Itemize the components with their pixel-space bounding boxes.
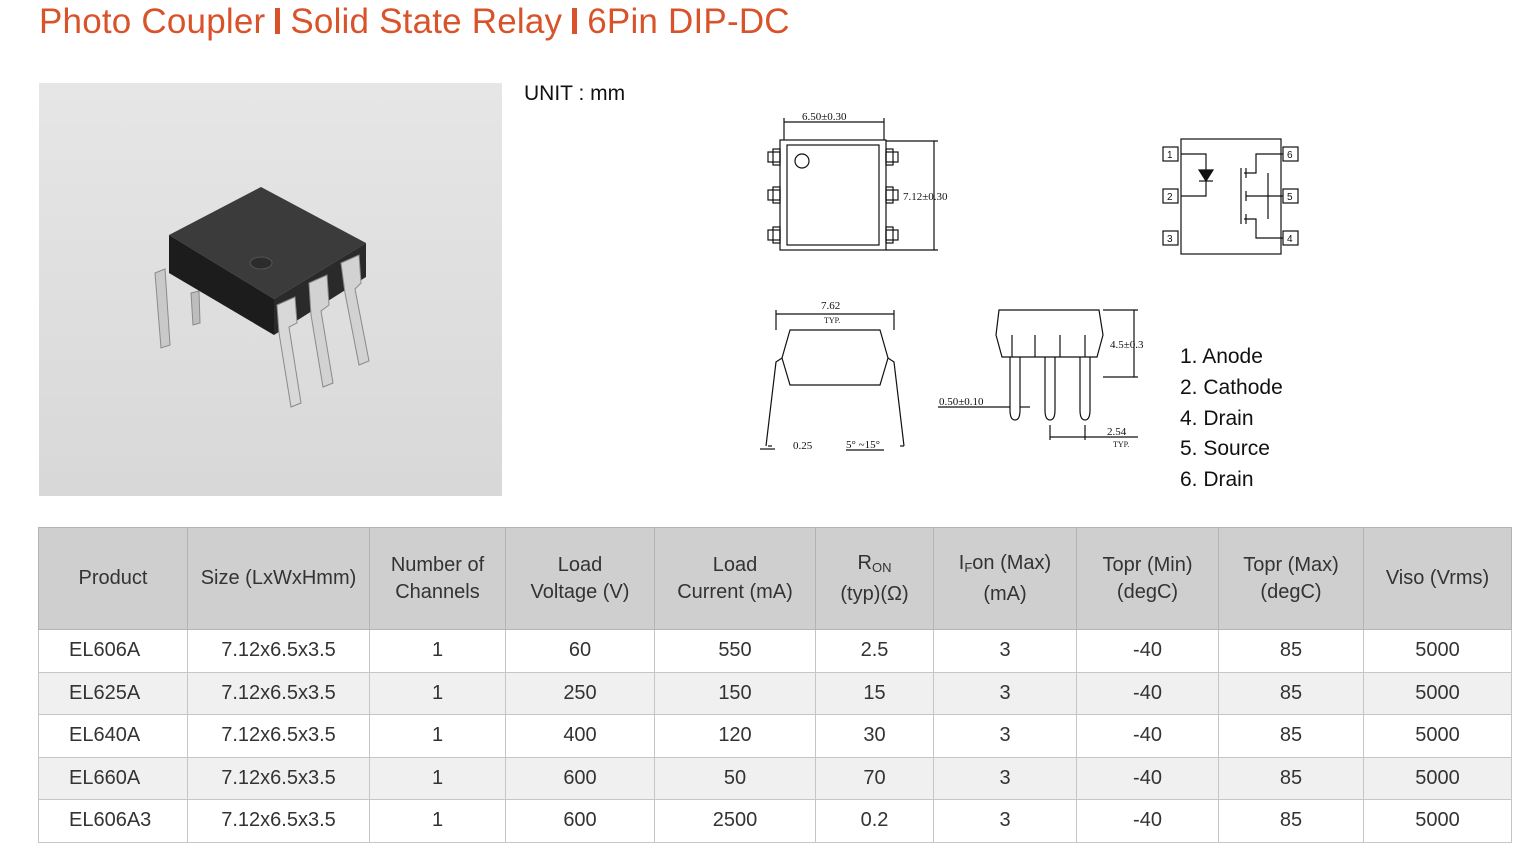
pin-number-4: 4 bbox=[1287, 234, 1293, 245]
height-dimension: 4.5±0.3 bbox=[1110, 339, 1144, 351]
cell-topr-min: -40 bbox=[1077, 757, 1219, 800]
cell-topr-min: -40 bbox=[1077, 715, 1219, 758]
cell-load-voltage: 600 bbox=[506, 757, 655, 800]
cell-topr-min: -40 bbox=[1077, 672, 1219, 715]
pin-number-1: 1 bbox=[1167, 150, 1173, 161]
cell-if-on: 3 bbox=[934, 630, 1077, 673]
cell-viso: 5000 bbox=[1364, 800, 1512, 843]
table-row bbox=[39, 630, 1512, 673]
cell-size: 7.12x6.5x3.5 bbox=[188, 800, 370, 843]
cell-viso: 5000 bbox=[1364, 757, 1512, 800]
cell-ron: 15 bbox=[816, 672, 934, 715]
pin-number-2: 2 bbox=[1167, 192, 1173, 203]
pin-list-item: 4. Drain bbox=[1180, 406, 1254, 430]
cell-product: EL640A bbox=[39, 715, 188, 758]
length-dimension: 7.12±0.30 bbox=[903, 191, 948, 203]
cell-load-current: 2500 bbox=[655, 800, 816, 843]
pin-list-item: 6. Drain bbox=[1180, 468, 1254, 492]
cell-ron: 2.5 bbox=[816, 630, 934, 673]
table-header-row bbox=[39, 528, 1512, 630]
header-topr-max: Topr (Max) (degC) bbox=[1219, 528, 1364, 630]
pin-list-item: 1. Anode bbox=[1180, 345, 1263, 368]
cell-ron: 70 bbox=[816, 757, 934, 800]
pitch-typ: TYP. bbox=[1113, 440, 1130, 449]
cell-size: 7.12x6.5x3.5 bbox=[188, 672, 370, 715]
pitch-dimension: 2.54 bbox=[1107, 426, 1127, 438]
cell-topr-max: 85 bbox=[1219, 672, 1364, 715]
pin-list bbox=[1180, 342, 1283, 496]
pin-number-3: 3 bbox=[1167, 234, 1173, 245]
width-dimension: 6.50±0.30 bbox=[802, 111, 847, 123]
header-ron: $R_{ON}$ (typ)(Ω) bbox=[816, 528, 934, 630]
cell-if-on: 3 bbox=[934, 757, 1077, 800]
cell-size: 7.12x6.5x3.5 bbox=[188, 757, 370, 800]
cell-topr-max: 85 bbox=[1219, 800, 1364, 843]
cell-if-on: 3 bbox=[934, 715, 1077, 758]
cell-if-on: 3 bbox=[934, 800, 1077, 843]
cell-channels: 1 bbox=[370, 800, 506, 843]
table-row bbox=[39, 757, 1512, 800]
pin-list-item: 2. Cathode bbox=[1180, 375, 1283, 399]
cell-topr-max: 85 bbox=[1219, 715, 1364, 758]
header-product: Product bbox=[39, 528, 188, 630]
lead-thickness-dimension: 0.25 bbox=[793, 440, 813, 452]
cell-product: EL606A bbox=[39, 630, 188, 673]
title-photo-coupler: Photo Coupler bbox=[39, 2, 266, 41]
lead-angle-dimension: 5° ~15° bbox=[846, 439, 880, 451]
cell-load-current: 150 bbox=[655, 672, 816, 715]
cell-load-voltage: 60 bbox=[506, 630, 655, 673]
title-package: 6Pin DIP-DC bbox=[587, 2, 790, 41]
top-view-drawing bbox=[768, 118, 938, 250]
cell-load-voltage: 250 bbox=[506, 672, 655, 715]
cell-load-voltage: 600 bbox=[506, 800, 655, 843]
side-view-drawing bbox=[760, 310, 904, 450]
cell-topr-min: -40 bbox=[1077, 800, 1219, 843]
cell-size: 7.12x6.5x3.5 bbox=[188, 630, 370, 673]
header-if-on: $I_Fon$ (Max) (mA) bbox=[934, 528, 1077, 630]
pin-number-6: 6 bbox=[1287, 150, 1293, 161]
cell-topr-max: 85 bbox=[1219, 757, 1364, 800]
cell-product: EL606A3 bbox=[39, 800, 188, 843]
header-size: Size (LxWxHmm) bbox=[188, 528, 370, 630]
table-row bbox=[39, 672, 1512, 715]
cell-product: EL660A bbox=[39, 757, 188, 800]
cell-load-current: 120 bbox=[655, 715, 816, 758]
cell-topr-max: 85 bbox=[1219, 630, 1364, 673]
header-channels: Number of Channels bbox=[370, 528, 506, 630]
cell-channels: 1 bbox=[370, 757, 506, 800]
lead-spacing-dimension: 7.62 bbox=[821, 300, 841, 312]
header-load-current: Load Current (mA) bbox=[655, 528, 816, 630]
cell-topr-min: -40 bbox=[1077, 630, 1219, 673]
header-topr-min: Topr (Min) (degC) bbox=[1077, 528, 1219, 630]
cell-size: 7.12x6.5x3.5 bbox=[188, 715, 370, 758]
cell-load-voltage: 400 bbox=[506, 715, 655, 758]
cell-product: EL625A bbox=[39, 672, 188, 715]
product-spec-table bbox=[38, 527, 1512, 843]
schematic-drawing bbox=[1163, 139, 1298, 254]
lead-width-dimension: 0.50±0.10 bbox=[939, 396, 984, 408]
title-solid-state-relay: Solid State Relay bbox=[290, 2, 563, 41]
unit-label: UNIT : mm bbox=[524, 82, 626, 105]
cell-viso: 5000 bbox=[1364, 630, 1512, 673]
table-row bbox=[39, 800, 1512, 843]
cell-if-on: 3 bbox=[934, 672, 1077, 715]
header-viso: Viso (Vrms) bbox=[1364, 528, 1512, 630]
cell-load-current: 550 bbox=[655, 630, 816, 673]
cell-channels: 1 bbox=[370, 672, 506, 715]
cell-viso: 5000 bbox=[1364, 672, 1512, 715]
lead-spacing-typ: TYP. bbox=[824, 316, 841, 325]
pin-list-item: 5. Source bbox=[1180, 437, 1270, 461]
cell-ron: 0.2 bbox=[816, 800, 934, 843]
pin-number-5: 5 bbox=[1287, 192, 1293, 203]
cell-channels: 1 bbox=[370, 630, 506, 673]
cell-ron: 30 bbox=[816, 715, 934, 758]
cell-channels: 1 bbox=[370, 715, 506, 758]
cell-viso: 5000 bbox=[1364, 715, 1512, 758]
end-view-drawing bbox=[938, 310, 1138, 440]
cell-load-current: 50 bbox=[655, 757, 816, 800]
header-load-voltage: Load Voltage (V) bbox=[506, 528, 655, 630]
table-row bbox=[39, 715, 1512, 758]
